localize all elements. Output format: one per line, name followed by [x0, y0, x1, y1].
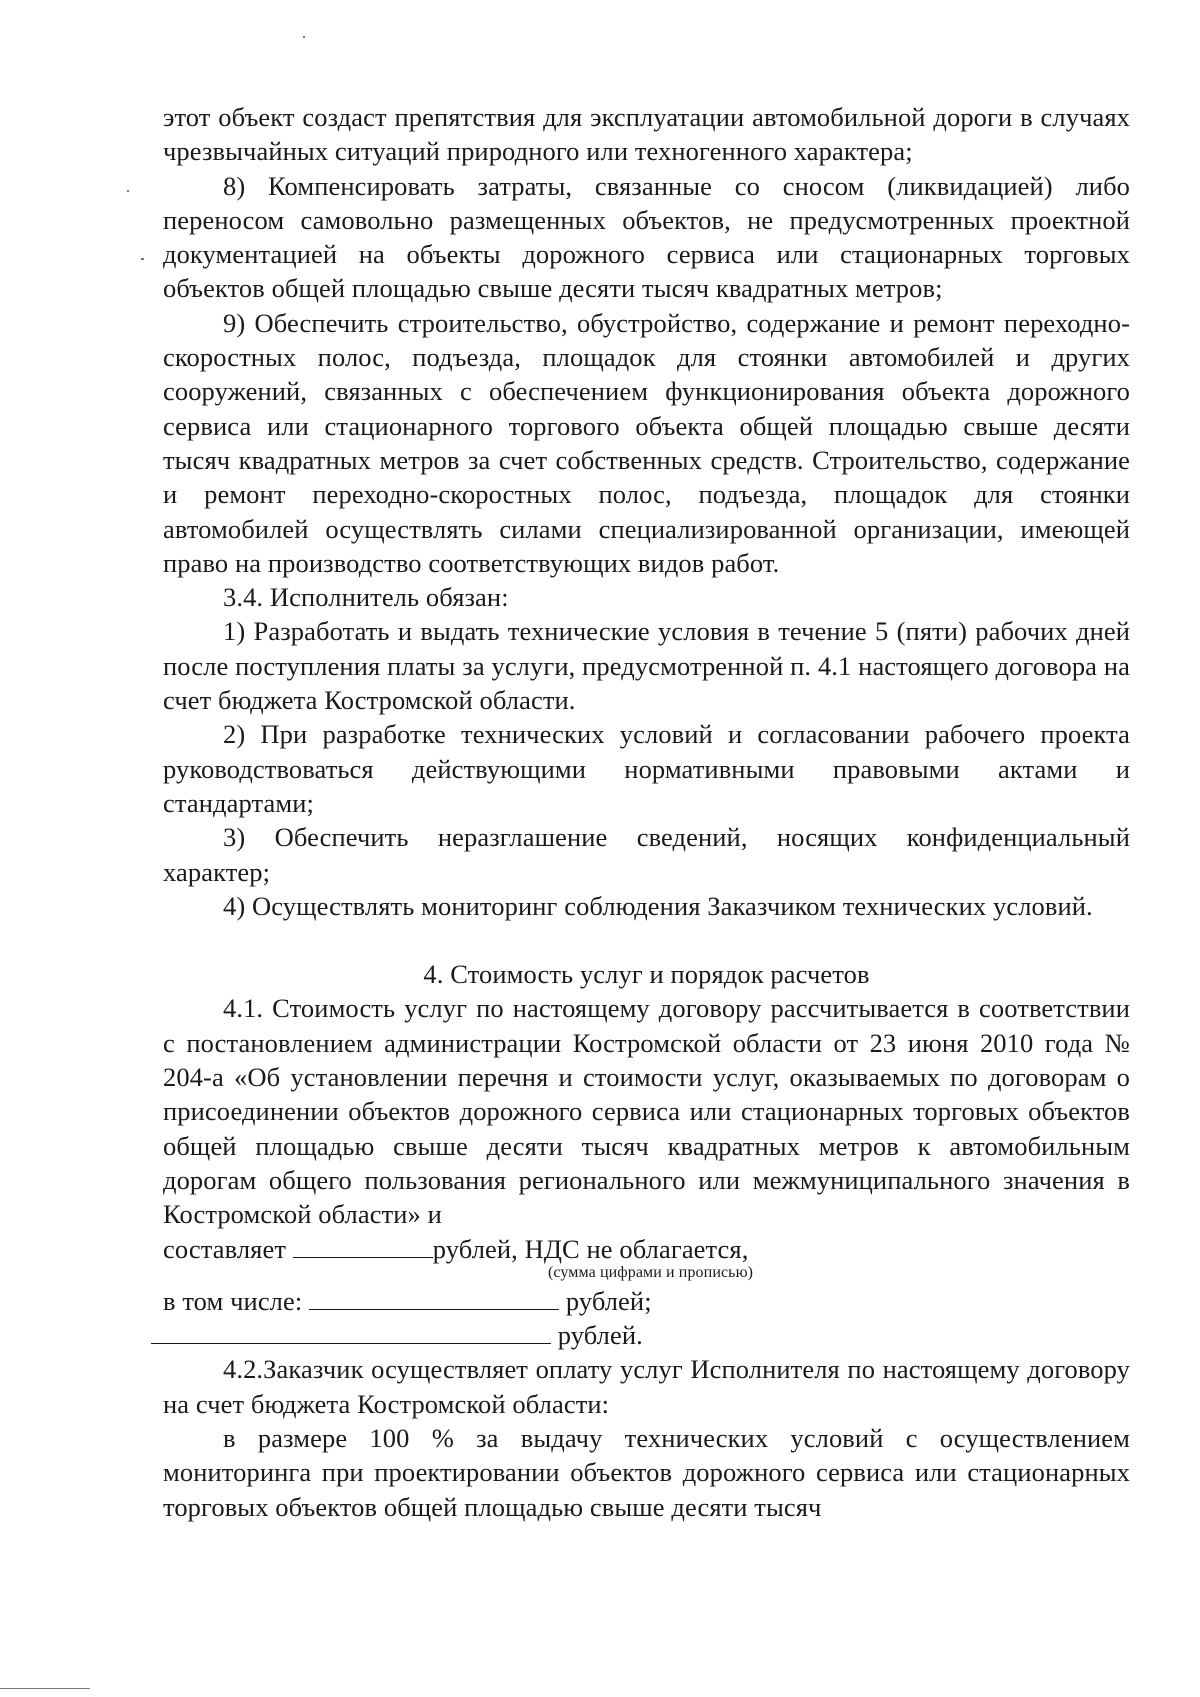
including-label: в том числе: — [163, 1285, 303, 1316]
paragraph-item-9: 9) Обеспечить строительство, обустройство, содержание и ремонт переходно-скоростных полос, подъезда, площадок для стоянки автомобилей и других сооружений, связанных с обеспечением функционирования объекта дорожного сервиса или стационарного торгового объекта общей площадью свыше десяти тысяч квадратных метров за счет собственных средств. Строительство, содержание и ремонт переходно-скоростных полос, подъезда, площадок для стоянки автомобилей осуществлять силами специализированной организации, имеющей право на производство соответствующих видов работ. — [163, 307, 1130, 578]
amount-prefix: составляет — [163, 1233, 287, 1264]
amount-caption: (сумма цифрами и прописью) — [548, 1263, 754, 1281]
paragraph-item-1: 1) Разработать и выдать технические условия в течение 5 (пяти) рабочих дней после поступления платы за услуги, предусмотренной п. 4.1 настоящего договора на счет бюджета Костромской области. — [163, 616, 1130, 716]
scan-speck — [127, 190, 129, 192]
clause-4-2: 4.2.Заказчик осуществляет оплату услуг Исполнителя по настоящему договору на счет бюджета Костромской области: — [163, 1354, 1130, 1419]
including-blank[interactable] — [309, 1285, 559, 1310]
rubles-period: рублей. — [557, 1320, 643, 1351]
margin-rule — [0, 1688, 90, 1689]
paragraph-item-4: 4) Осуществлять мониторинг соблюдения Заказчиком технических условий. — [223, 890, 1093, 921]
scan-speck — [141, 258, 144, 260]
paragraph-item-8: 8) Компенсировать затраты, связанные со сносом (ликвидацией) либо переносом самовольно размещенных объектов, не предусмотренных проектной документацией на объекты дорожного сервиса или стационарных торговых объектов общей площадью свыше десяти тысяч квадратных метров; — [163, 170, 1130, 304]
paragraph-item-3: 3) Обеспечить неразглашение сведений, носящих конфиденциальный характер; — [163, 822, 1130, 887]
amount-suffix: рублей, НДС не облагается, — [432, 1233, 749, 1264]
paragraph-continuation: этот объект создаст препятствия для эксплуатации автомобильной дороги в случаях чрезвычайных ситуаций природного или техногенного характера; — [163, 102, 1130, 167]
document-body — [163, 100, 1130, 1524]
second-amount-blank[interactable] — [151, 1319, 551, 1344]
amount-line — [163, 1232, 1130, 1266]
payment-terms: в размере 100 % за выдачу технических условий с осуществлением мониторинга при проектировании объектов дорожного сервиса или стационарных торговых объектов общей площадью свыше десяти тысяч — [163, 1422, 1130, 1522]
amount-blank[interactable] — [293, 1233, 433, 1258]
paragraph-3-4-heading: 3.4. Исполнитель обязан: — [223, 582, 509, 613]
including-line — [163, 1284, 1130, 1318]
rubles-semicolon: рублей; — [565, 1285, 652, 1316]
second-amount-line — [163, 1318, 1130, 1352]
clause-4-1: 4.1. Стоимость услуг по настоящему договору рассчитывается в соответствии с постановлением администрации Костромской области от 23 июня 2010 года № 204-а «Об установлении перечня и стоимости услуг, оказываемых по договорам о присоединении объектов дорожного сервиса или стационарных торговых объектов общей площадью свыше десяти тысяч квадратных метров к автомобильным дорогам общего пользования регионального или межмуниципального значения в Костромской области» и — [163, 993, 1130, 1230]
section-heading: 4. Стоимость услуг и порядок расчетов — [423, 959, 870, 990]
scan-speck — [303, 36, 305, 38]
paragraph-item-2: 2) При разработке технических условий и согласовании рабочего проекта руководствоваться действующими нормативными правовыми актами и стандартами; — [163, 719, 1130, 818]
